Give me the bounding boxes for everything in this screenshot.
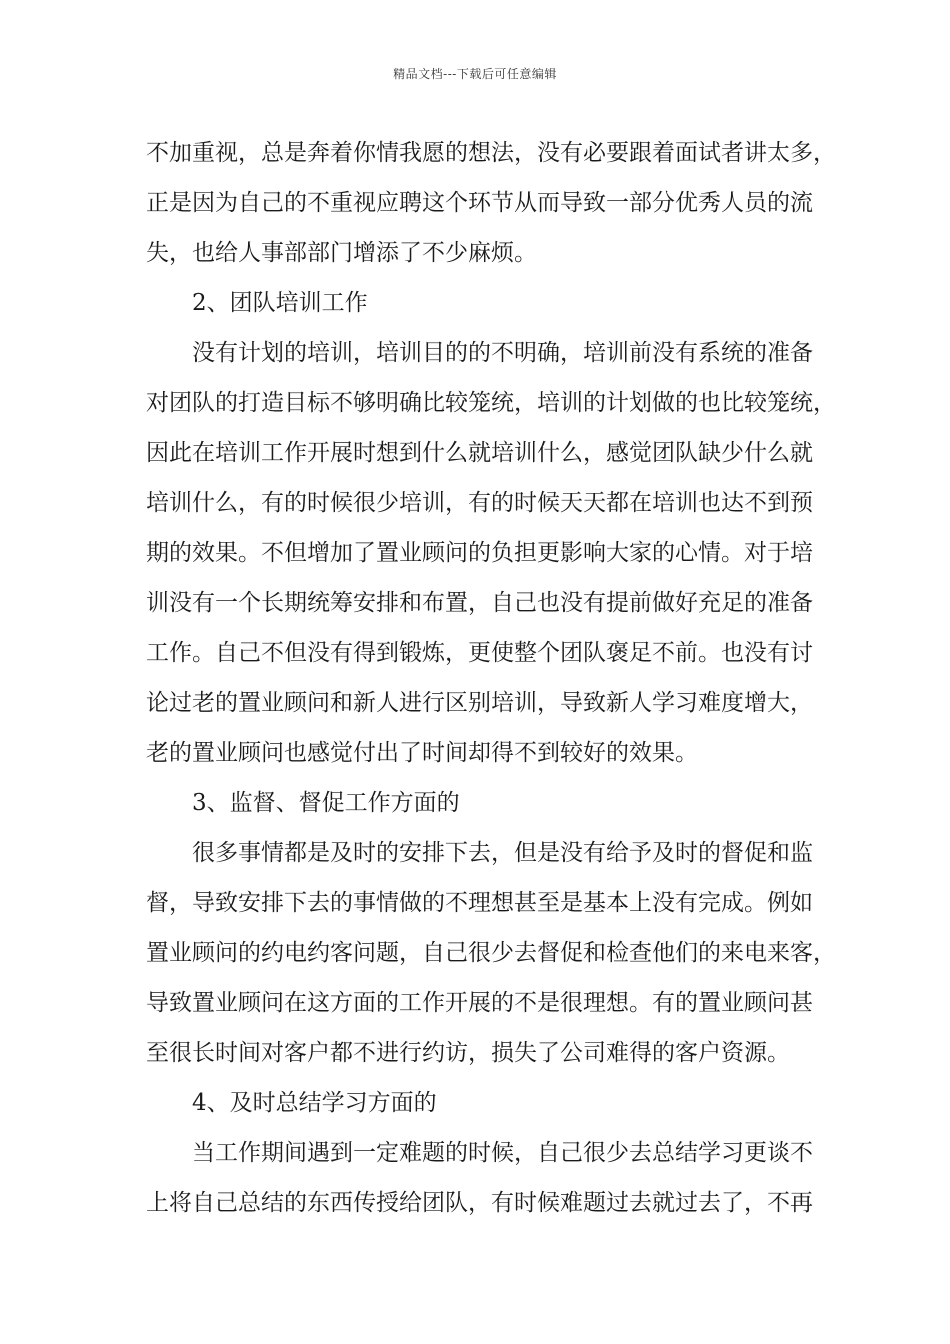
document-body [146,128,836,1228]
text-line: 正是因为自己的不重视应聘这个环节从而导致一部分优秀人员的流 [146,190,813,216]
text-line: 不加重视，总是奔着你情我愿的想法，没有必要跟着面试者讲太多， [146,140,836,166]
text-line: 没有计划的培训，培训目的的不明确，培训前没有系统的准备 [192,340,813,366]
text-line: 老的置业顾问也感觉付出了时间却得不到较好的效果。 [146,740,698,766]
text-line: 工作。自己不但没有得到锻炼，更使整个团队褒足不前。也没有讨 [146,640,813,666]
text-line: 因此在培训工作开展时想到什么就培训什么，感觉团队缺少什么就 [146,440,813,466]
text-line: 置业顾问的约电约客问题，自己很少去督促和检查他们的来电来客， [146,940,836,966]
text-line: 至很长时间对客户都不进行约访，损失了公司难得的客户资源。 [146,1040,790,1066]
text-line: 督，导致安排下去的事情做的不理想甚至是基本上没有完成。例如 [146,890,813,916]
text-line: 论过老的置业顾问和新人进行区别培训，导致新人学习难度增大， [146,690,813,716]
text-line: 训没有一个长期统筹安排和布置，自己也没有提前做好充足的准备 [146,590,813,616]
text-line: 上将自己总结的东西传授给团队，有时候难题过去就过去了，不再 [146,1190,813,1216]
text-line: 失，也给人事部部门增添了不少麻烦。 [146,240,537,266]
text-line: 对团队的打造目标不够明确比较笼统，培训的计划做的也比较笼统， [146,390,836,416]
section-heading: 3、监督、督促工作方面的 [192,790,460,816]
text-line: 很多事情都是及时的安排下去，但是没有给予及时的督促和监 [192,840,813,866]
text-line: 当工作期间遇到一定难题的时候，自己很少去总结学习更谈不 [192,1140,813,1166]
page-header: 精品文档---下载后可任意编辑 [393,67,557,81]
text-line: 导致置业顾问在这方面的工作开展的不是很理想。有的置业顾问甚 [146,990,813,1016]
section-heading: 4、及时总结学习方面的 [192,1090,437,1116]
section-heading: 2、团队培训工作 [192,290,368,316]
text-line: 培训什么，有的时候很少培训，有的时候天天都在培训也达不到预 [146,490,813,516]
text-line: 期的效果。不但增加了置业顾问的负担更影响大家的心情。对于培 [146,540,813,566]
